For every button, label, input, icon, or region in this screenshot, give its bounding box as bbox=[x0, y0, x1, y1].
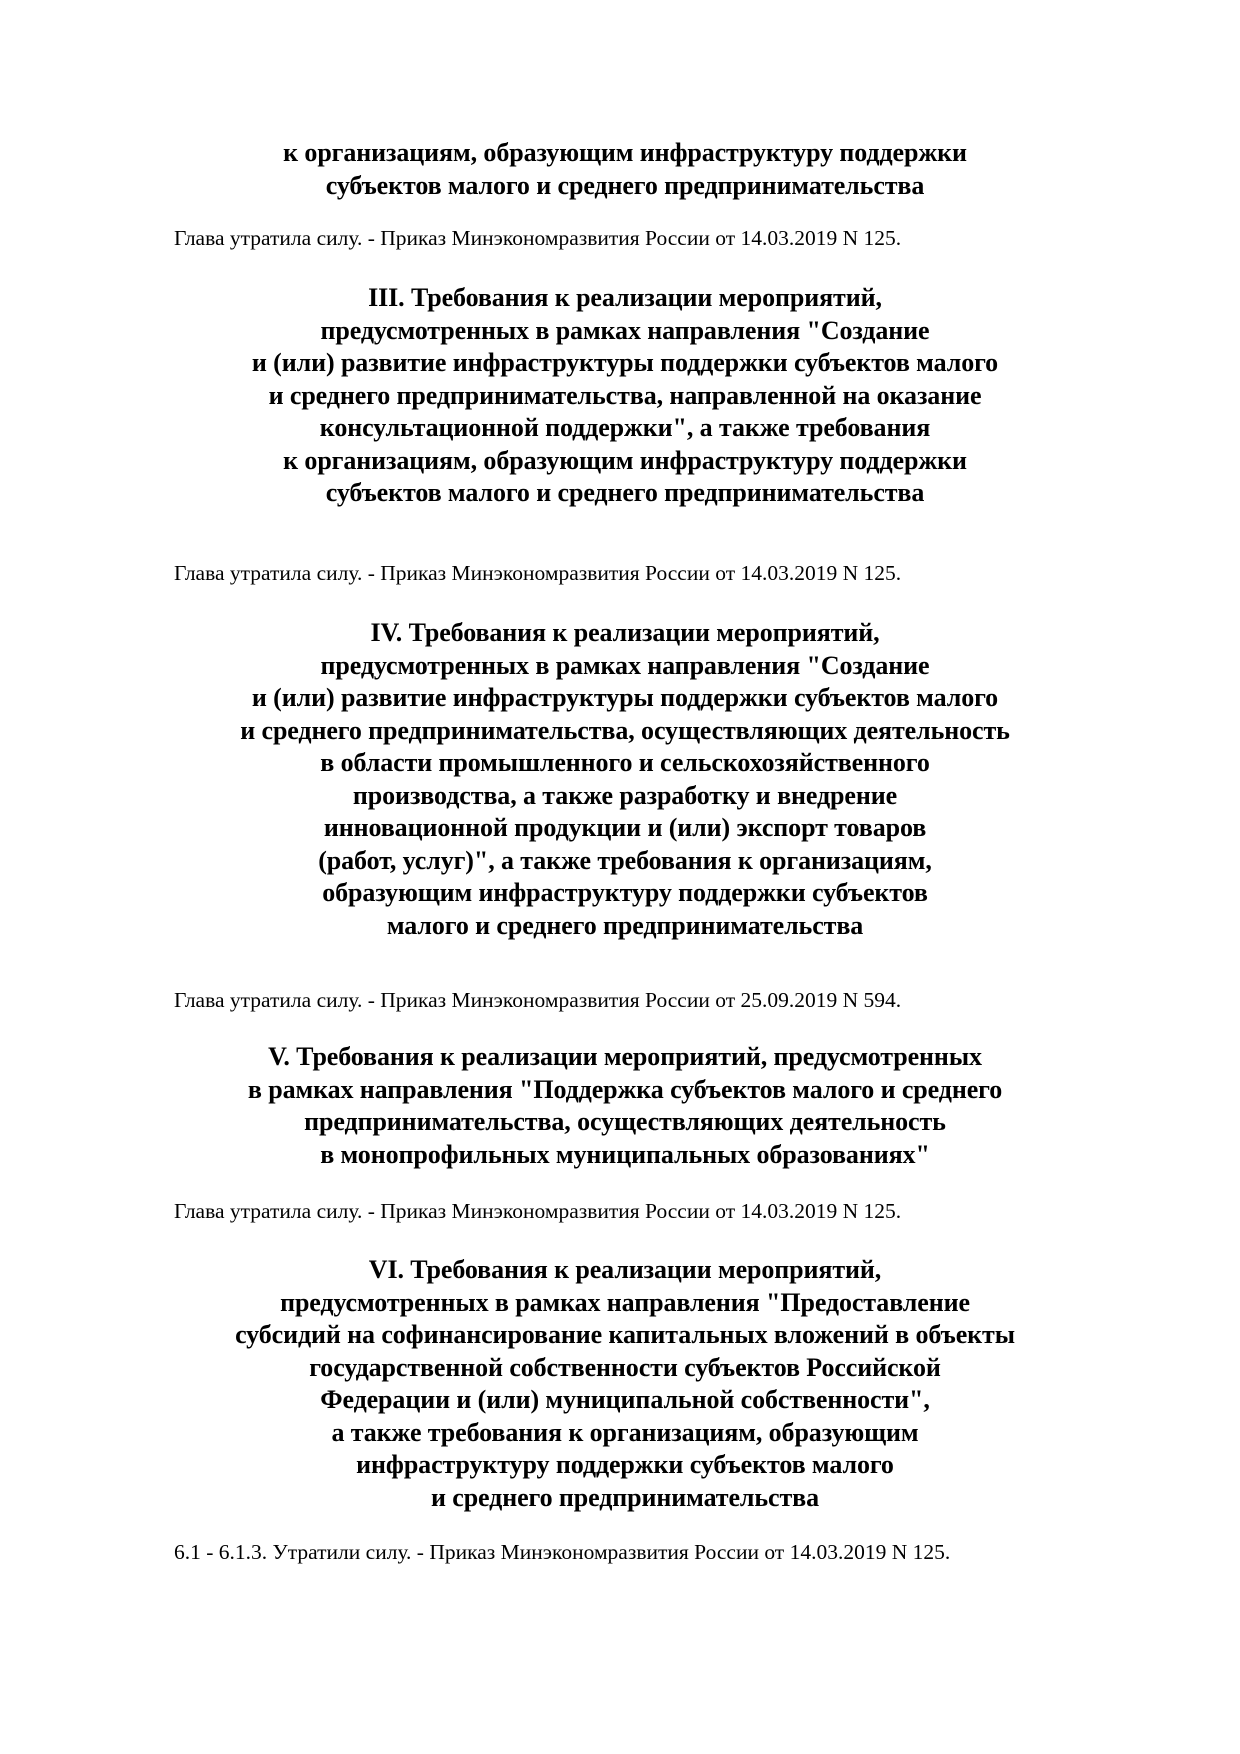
heading-line: III. Требования к реализации мероприятий, bbox=[368, 283, 882, 312]
section-vi-heading bbox=[150, 1254, 1100, 1514]
section-iii-heading bbox=[150, 282, 1100, 510]
section-iii-repeal-note: Глава утратила силу. - Приказ Минэкономразвития России от 14.03.2019 N 125. bbox=[174, 561, 902, 585]
heading-line: и среднего предпринимательства bbox=[430, 1482, 820, 1512]
heading-line: предусмотренных в рамках направления "Создание bbox=[320, 315, 930, 345]
heading-line: к организациям, образующим инфраструктуру поддержки bbox=[283, 138, 967, 167]
heading-line: и среднего предпринимательства, осуществляющих деятельность bbox=[240, 715, 1010, 745]
heading-line: инфраструктуру поддержки субъектов малого bbox=[356, 1450, 894, 1479]
heading-line: IV. Требования к реализации мероприятий, bbox=[370, 618, 880, 647]
heading-line: Федерации и (или) муниципальной собственности", bbox=[320, 1385, 930, 1414]
heading-line: и (или) развитие инфраструктуры поддержки субъектов малого bbox=[251, 348, 999, 377]
heading-line: малого и среднего предпринимательства bbox=[386, 910, 864, 940]
heading-line: в области промышленного и сельскохозяйственного bbox=[320, 748, 930, 777]
heading-line: V. Требования к реализации мероприятий, предусмотренных bbox=[268, 1042, 982, 1071]
section-ii-heading-tail bbox=[150, 137, 1100, 202]
heading-line: предусмотренных в рамках направления "Создание bbox=[320, 650, 930, 680]
heading-line: государственной собственности субъектов Российской bbox=[309, 1352, 941, 1382]
heading-line: субъектов малого и среднего предпринимательства bbox=[325, 170, 925, 200]
heading-line: предпринимательства, осуществляющих деятельность bbox=[304, 1107, 946, 1136]
heading-line: инновационной продукции и (или) экспорт товаров bbox=[323, 813, 927, 842]
section-ii-repeal-note: Глава утратила силу. - Приказ Минэкономразвития России от 14.03.2019 N 125. bbox=[174, 226, 902, 250]
heading-line: субъектов малого и среднего предпринимательства bbox=[325, 478, 925, 507]
section-iv-repeal-note: Глава утратила силу. - Приказ Минэкономразвития России от 25.09.2019 N 594. bbox=[174, 988, 902, 1012]
section-vi-repeal-note: 6.1 - 6.1.3. Утратили силу. - Приказ Минэкономразвития России от 14.03.2019 N 125. bbox=[174, 1540, 951, 1564]
heading-line: предусмотренных в рамках направления "Предоставление bbox=[280, 1287, 970, 1317]
section-v-heading bbox=[150, 1041, 1100, 1171]
section-v-repeal-note: Глава утратила силу. - Приказ Минэкономразвития России от 14.03.2019 N 125. bbox=[174, 1199, 902, 1223]
heading-line: (работ, услуг)", а также требования к организациям, bbox=[318, 845, 932, 875]
heading-line: производства, а также разработку и внедрение bbox=[352, 780, 898, 810]
heading-line: в рамках направления "Поддержка субъектов малого и среднего bbox=[247, 1074, 1003, 1104]
heading-line: консультационной поддержки", а также требования bbox=[319, 413, 931, 442]
heading-line: VI. Требования к реализации мероприятий, bbox=[368, 1255, 882, 1284]
heading-line: и среднего предпринимательства, направленной на оказание bbox=[268, 380, 982, 410]
heading-line: к организациям, образующим инфраструктуру поддержки bbox=[283, 445, 967, 475]
heading-line: субсидий на софинансирование капитальных вложений в объекты bbox=[235, 1320, 1015, 1349]
heading-line: образующим инфраструктуру поддержки субъектов bbox=[322, 878, 928, 907]
heading-line: в монопрофильных муниципальных образованиях" bbox=[320, 1139, 930, 1169]
heading-line: и (или) развитие инфраструктуры поддержки субъектов малого bbox=[251, 683, 999, 712]
section-iv-heading bbox=[150, 617, 1100, 942]
heading-line: а также требования к организациям, образующим bbox=[331, 1417, 919, 1447]
